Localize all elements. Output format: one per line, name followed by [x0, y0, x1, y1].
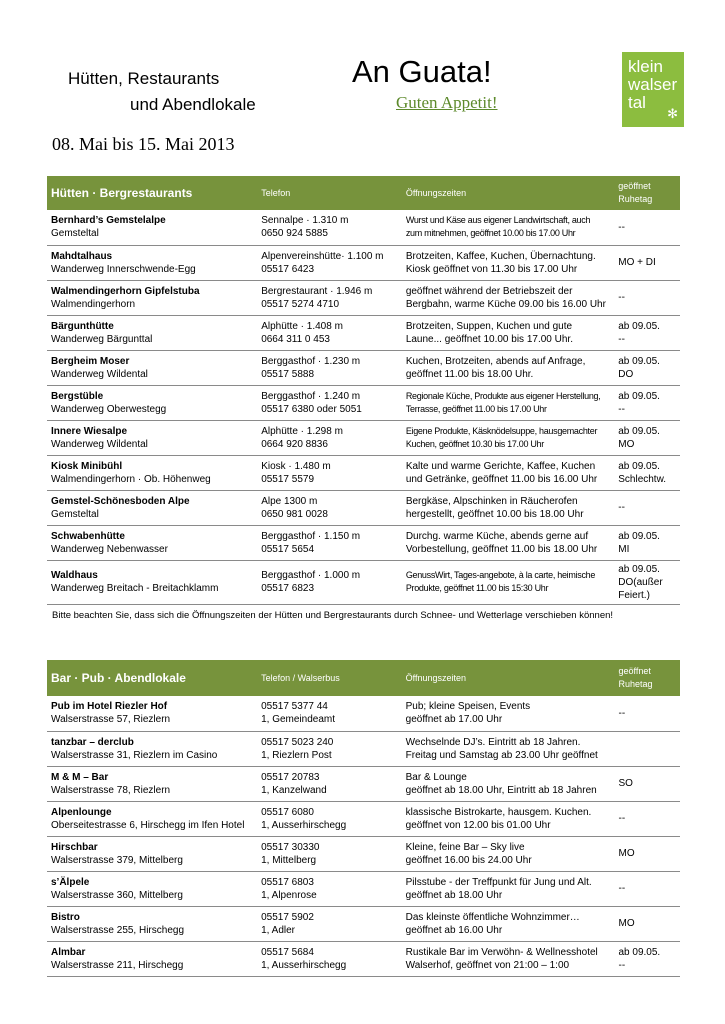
hours-cell: Brotzeiten, Suppen, Kuchen und gute Laune... geöffnet 10.00 bis 17.00 Uhr. [402, 315, 614, 350]
hours-cell: Eigene Produkte, Käsknödelsuppe, hausgemachter Kuchen, geöffnet 10.30 bis 17.00 Uhr [402, 420, 614, 455]
table-row [47, 315, 680, 350]
header-hours: Öffnungszeiten [402, 176, 614, 210]
phone-cell: Berggasthof · 1.150 m 05517 5654 [257, 525, 402, 560]
hours-cell: Pilsstube - der Treffpunkt für Jung und Alt. geöffnet ab 18.00 Uhr [402, 871, 615, 906]
kleinwalsertal-logo [622, 52, 684, 127]
name-cell: Innere Wiesalpe Wanderweg Wildental [47, 420, 257, 455]
page-subtitle: Guten Appetit! [396, 93, 498, 112]
rest-cell: ab 09.05. DO [614, 350, 680, 385]
table-row [47, 766, 680, 801]
phone-cell: Kiosk · 1.480 m 05517 5579 [257, 455, 402, 490]
header-hours: Öffnungszeiten [402, 660, 615, 696]
rest-cell: -- [614, 490, 680, 525]
name-cell: s’Älpele Walserstrasse 360, Mittelberg [47, 871, 257, 906]
phone-cell: 05517 6080 1, Ausserhirschegg [257, 801, 402, 836]
table-row [47, 941, 680, 976]
phone-cell: Alphütte · 1.408 m 0664 311 0 453 [257, 315, 402, 350]
rest-cell: -- [615, 871, 681, 906]
table-row [47, 245, 680, 280]
table-row [47, 280, 680, 315]
rest-cell: -- [615, 696, 681, 731]
rest-cell: MO + DI [614, 245, 680, 280]
rest-cell: MO [615, 906, 681, 941]
header-rest: geöffnet Ruhetag [615, 660, 681, 696]
phone-cell: 05517 5023 240 1, Riezlern Post [257, 731, 402, 766]
rest-cell: ab 09.05. DO(außer Feiert.) [614, 560, 680, 604]
phone-cell: Berggasthof · 1.240 m 05517 6380 oder 5051 [257, 385, 402, 420]
name-cell: Kiosk Minibühl Walmendingerhorn · Ob. Höhenweg [47, 455, 257, 490]
hours-cell: Das kleinste öffentliche Wohnzimmer… geöffnet ab 16.00 Uhr [402, 906, 615, 941]
table-row [47, 525, 680, 560]
phone-cell: Berggasthof · 1.000 m 05517 6823 [257, 560, 402, 604]
logo-line-1: klein [628, 57, 663, 76]
phone-cell: 05517 30330 1, Mittelberg [257, 836, 402, 871]
edelweiss-icon: ✻ [667, 106, 678, 121]
phone-cell: 05517 6803 1, Alpenrose [257, 871, 402, 906]
hours-cell: GenussWirt, Tages-angebote, à la carte, heimische Produkte, geöffnet 11.00 bis 15:30 Uhr [402, 560, 614, 604]
phone-cell: Berggasthof · 1.230 m 05517 5888 [257, 350, 402, 385]
phone-cell: Sennalpe · 1.310 m 0650 924 5885 [257, 210, 402, 245]
name-cell: Bergheim Moser Wanderweg Wildental [47, 350, 257, 385]
rest-cell: SO [615, 766, 681, 801]
name-cell: Schwabenhütte Wanderweg Nebenwasser [47, 525, 257, 560]
table-row [47, 801, 680, 836]
hours-cell: Kleine, feine Bar – Sky live geöffnet 16.00 bis 24.00 Uhr [402, 836, 615, 871]
hours-cell: geöffnet während der Betriebszeit der Bergbahn, warme Küche 09.00 bis 16.00 Uhr [402, 280, 614, 315]
table-row [47, 210, 680, 245]
rest-cell: -- [614, 210, 680, 245]
hours-cell: Regionale Küche, Produkte aus eigener Herstellung, Terrasse, geöffnet 11.00 bis 17.00 Uhr [402, 385, 614, 420]
rest-cell: -- [615, 801, 681, 836]
name-cell: Bärgunthütte Wanderweg Bärgunttal [47, 315, 257, 350]
name-cell: Bistro Walserstrasse 255, Hirschegg [47, 906, 257, 941]
header-left [68, 66, 256, 118]
hours-cell: Durchg. warme Küche, abends gerne auf Vorbestellung, geöffnet 11.00 bis 18.00 Uhr [402, 525, 614, 560]
phone-cell: Bergrestaurant · 1.946 m 05517 5274 4710 [257, 280, 402, 315]
name-cell: Hirschbar Walserstrasse 379, Mittelberg [47, 836, 257, 871]
name-cell: Waldhaus Wanderweg Breitach - Breitachklamm [47, 560, 257, 604]
huetten-table [47, 176, 680, 605]
bar-table [47, 660, 680, 977]
logo-line-3: tal [628, 93, 646, 112]
rest-cell: MO [615, 836, 681, 871]
table-row [47, 836, 680, 871]
table-row [47, 385, 680, 420]
table-header [47, 176, 680, 210]
header-name: Hütten · Bergrestaurants [47, 176, 257, 210]
header-line-2: und Abendlokale [130, 95, 256, 114]
hours-cell: klassische Bistrokarte, hausgem. Kuchen. geöffnet von 12.00 bis 01.00 Uhr [402, 801, 615, 836]
hours-cell: Bergkäse, Alpschinken in Räucherofen hergestellt, geöffnet 10.00 bis 18.00 Uhr [402, 490, 614, 525]
header-phone: Telefon / Walserbus [257, 660, 402, 696]
table-row [47, 490, 680, 525]
rest-cell: ab 09.05. -- [614, 385, 680, 420]
rest-cell: -- [614, 280, 680, 315]
name-cell: tanzbar – derclub Walserstrasse 31, Riezlern im Casino [47, 731, 257, 766]
table-header [47, 660, 680, 696]
name-cell: Gemstel-Schönesboden Alpe Gemsteltal [47, 490, 257, 525]
name-cell: Pub im Hotel Riezler Hof Walserstrasse 57, Riezlern [47, 696, 257, 731]
table-row [47, 906, 680, 941]
rest-cell: ab 09.05. -- [615, 941, 681, 976]
header-name: Bar · Pub · Abendlokale [47, 660, 257, 696]
rest-cell [615, 731, 681, 766]
page-title: An Guata! [352, 54, 492, 89]
table-row [47, 871, 680, 906]
logo-line-2: walser [628, 75, 678, 94]
table-row [47, 455, 680, 490]
header-rest: geöffnet Ruhetag [614, 176, 680, 210]
table-row [47, 696, 680, 731]
hours-cell: Brotzeiten, Kaffee, Kuchen, Übernachtung. Kiosk geöffnet von 11.30 bis 17.00 Uhr [402, 245, 614, 280]
phone-cell: 05517 5684 1, Ausserhirschegg [257, 941, 402, 976]
phone-cell: Alphütte · 1.298 m 0664 920 8836 [257, 420, 402, 455]
hours-cell: Bar & Lounge geöffnet ab 18.00 Uhr, Eintritt ab 18 Jahren [402, 766, 615, 801]
hours-cell: Kuchen, Brotzeiten, abends auf Anfrage, geöffnet 11.00 bis 18.00 Uhr. [402, 350, 614, 385]
weather-note: Bitte beachten Sie, dass sich die Öffnungszeiten der Hütten und Bergrestaurants durch Schnee- und Wetterlage verschieben können! [52, 610, 614, 621]
name-cell: M & M – Bar Walserstrasse 78, Riezlern [47, 766, 257, 801]
hours-cell: Wurst und Käse aus eigener Landwirtschaft, auch zum mitnehmen, geöffnet 10.00 bis 17.00 Uhr [402, 210, 614, 245]
table-row [47, 731, 680, 766]
rest-cell: ab 09.05. MO [614, 420, 680, 455]
phone-cell: 05517 5377 44 1, Gemeindeamt [257, 696, 402, 731]
date-range: 08. Mai bis 15. Mai 2013 [52, 134, 235, 154]
phone-cell: Alpenvereinshütte· 1.100 m 05517 6423 [257, 245, 402, 280]
name-cell: Bernhard’s Gemstelalpe Gemsteltal [47, 210, 257, 245]
name-cell: Almbar Walserstrasse 211, Hirschegg [47, 941, 257, 976]
name-cell: Mahdtalhaus Wanderweg Innerschwende-Egg [47, 245, 257, 280]
hours-cell: Wechselnde DJ’s. Eintritt ab 18 Jahren. Freitag und Samstag ab 23.00 Uhr geöffnet [402, 731, 615, 766]
table-row [47, 560, 680, 604]
phone-cell: Alpe 1300 m 0650 981 0028 [257, 490, 402, 525]
rest-cell: ab 09.05. MI [614, 525, 680, 560]
name-cell: Alpenlounge Oberseitestrasse 6, Hirschegg im Ifen Hotel [47, 801, 257, 836]
hours-cell: Pub; kleine Speisen, Events geöffnet ab 17.00 Uhr [402, 696, 615, 731]
table-row [47, 350, 680, 385]
name-cell: Bergstüble Wanderweg Oberwestegg [47, 385, 257, 420]
hours-cell: Rustikale Bar im Verwöhn- & Wellnesshotel Walserhof, geöffnet von 21:00 – 1:00 [402, 941, 615, 976]
rest-cell: ab 09.05. -- [614, 315, 680, 350]
header-line-1: Hütten, Restaurants [68, 69, 220, 88]
phone-cell: 05517 20783 1, Kanzelwand [257, 766, 402, 801]
rest-cell: ab 09.05. Schlechtw. [614, 455, 680, 490]
phone-cell: 05517 5902 1, Adler [257, 906, 402, 941]
table-row [47, 420, 680, 455]
hours-cell: Kalte und warme Gerichte, Kaffee, Kuchen und Getränke, geöffnet 11.00 bis 16.00 Uhr [402, 455, 614, 490]
header-phone: Telefon [257, 176, 402, 210]
name-cell: Walmendingerhorn Gipfelstuba Walmendingerhorn [47, 280, 257, 315]
